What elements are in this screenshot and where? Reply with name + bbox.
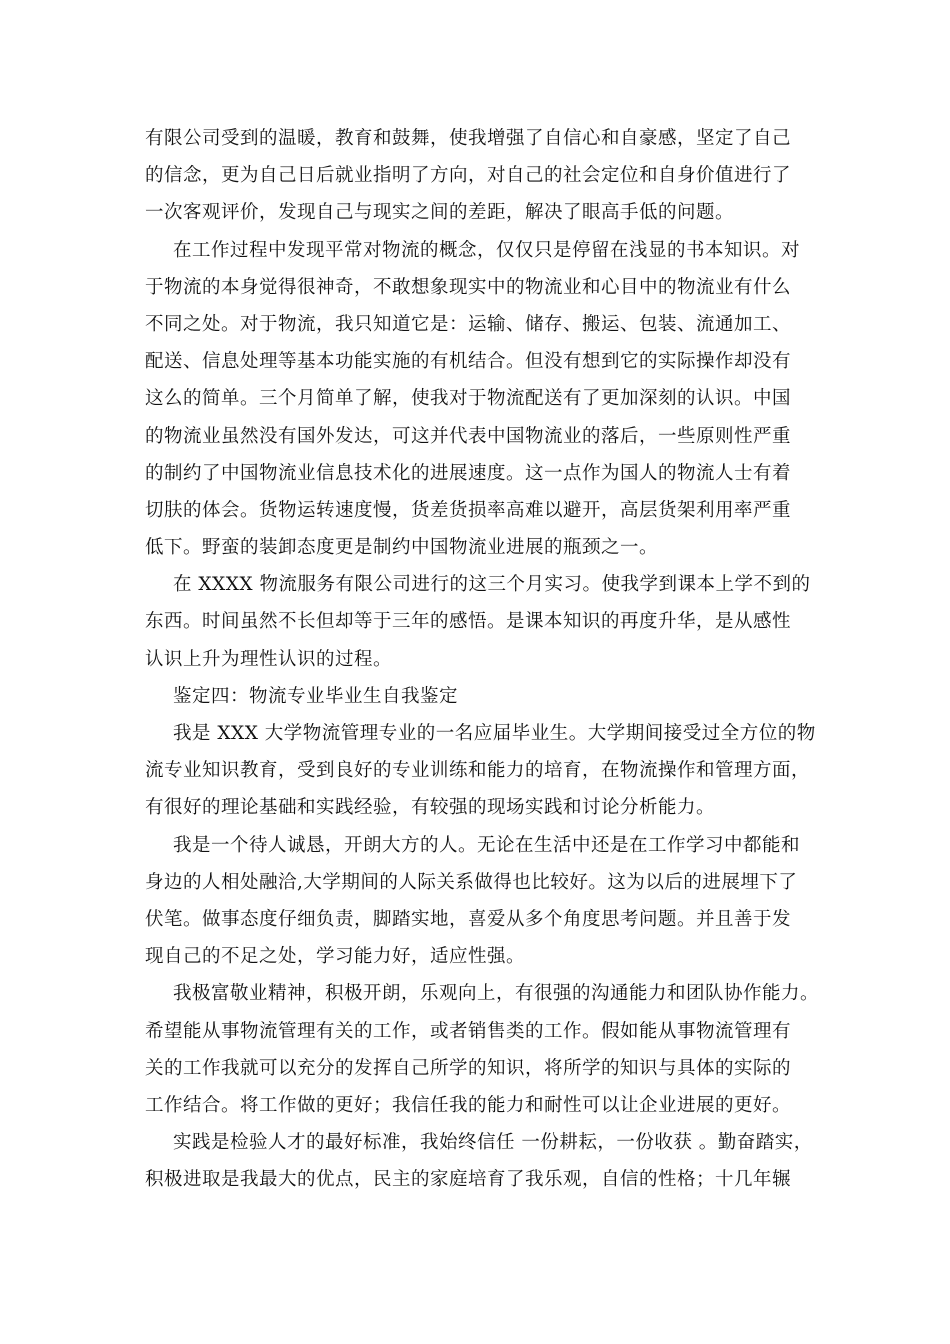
text-line: 关的工作我就可以充分的发挥自己所学的知识，将所学的知识与具体的实际的: [145, 1057, 792, 1079]
heading-line: 鉴定四：物流专业毕业生自我鉴定: [173, 685, 459, 707]
text-line: 认识上升为理性认识的过程。: [145, 648, 393, 670]
text-line: 我是 XXX 大学物流管理专业的一名应届毕业生。大学期间接受过全方位的物: [173, 723, 816, 744]
paragraph-6: [145, 827, 815, 976]
text-line: 流专业知识教育，受到良好的专业训练和能力的培育，在物流操作和管理方面，: [145, 760, 811, 782]
paragraph-8: [145, 1124, 815, 1198]
paragraph-5: [145, 715, 815, 827]
text-line: 我极富敬业精神，积极开朗，乐观向上，有很强的沟通能力和团队协作能力。: [173, 983, 820, 1005]
text-line: 实践是检验人才的最好标准，我始终信任 一份耕耘，一份收获 。勤奋踏实，: [173, 1132, 813, 1154]
text-line: 在工作过程中发现平常对物流的概念，仅仅只是停留在浅显的书本知识。对: [173, 239, 801, 261]
text-line: 身边的人相处融洽,大学期间的人际关系做得也比较好。这为以后的进展埋下了: [145, 871, 798, 893]
text-line: 现自己的不足之处，学习能力好，适应性强。: [145, 946, 526, 968]
section-heading: [145, 678, 815, 715]
text-line: 伏笔。做事态度仔细负责，脚踏实地，喜爱从多个角度思考问题。并且善于发: [145, 908, 792, 930]
text-line: 不同之处。对于物流，我只知道它是：运输、储存、搬运、包装、流通加工、: [145, 313, 792, 335]
text-line: 工作结合。将工作做的更好；我信任我的能力和耐性可以让企业进展的更好。: [145, 1094, 792, 1116]
text-line: 的物流业虽然没有国外发达，可这并代表中国物流业的落后，一些原则性严重: [145, 425, 792, 447]
text-line: 的制约了中国物流业信息技术化的进展速度。这一点作为国人的物流人士有着: [145, 462, 792, 484]
paragraph-3: [145, 566, 815, 678]
text-line: 一次客观评价，发现自己与现实之间的差距，解决了眼高手低的问题。: [145, 202, 735, 224]
text-line: 希望能从事物流管理有关的工作，或者销售类的工作。假如能从事物流管理有: [145, 1020, 792, 1042]
text-line: 积极进取是我最大的优点，民主的家庭培育了我乐观，自信的性格；十几年辗: [145, 1169, 792, 1191]
paragraph-1: [145, 120, 815, 232]
text-line: 低下。野蛮的装卸态度更是制约中国物流业进展的瓶颈之一。: [145, 537, 659, 559]
text-line: 我是一个待人诚恳，开朗大方的人。无论在生活中还是在工作学习中都能和: [173, 834, 801, 856]
text-line: 配送、信息处理等基本功能实施的有机结合。但没有想到它的实际操作却没有: [145, 351, 792, 373]
document-page: [145, 120, 820, 1198]
text-line: 有限公司受到的温暖，教育和鼓舞，使我增强了自信心和自豪感，坚定了自己: [145, 128, 792, 149]
text-line: 有很好的理论基础和实践经验，有较强的现场实践和讨论分析能力。: [145, 797, 716, 819]
paragraph-2: [145, 232, 815, 567]
text-line: 于物流的本身觉得很神奇，不敢想象现实中的物流业和心目中的物流业有什么: [145, 276, 792, 298]
text-line: 这么的简单。三个月简单了解，使我对于物流配送有了更加深刻的认识。中国: [145, 388, 792, 410]
text-line: 东西。时间虽然不长但却等于三年的感悟。是课本知识的再度升华，是从感性: [145, 611, 792, 633]
text-line: 切肤的体会。货物运转速度慢，货差货损率高难以避开，高层货架利用率严重: [145, 499, 792, 521]
text-line: 在 XXXX 物流服务有限公司进行的这三个月实习。使我学到课本上学不到的: [173, 574, 811, 596]
text-line: 的信念，更为自己日后就业指明了方向，对自己的社会定位和自身价值进行了: [145, 165, 792, 187]
paragraph-7: [145, 975, 820, 1124]
